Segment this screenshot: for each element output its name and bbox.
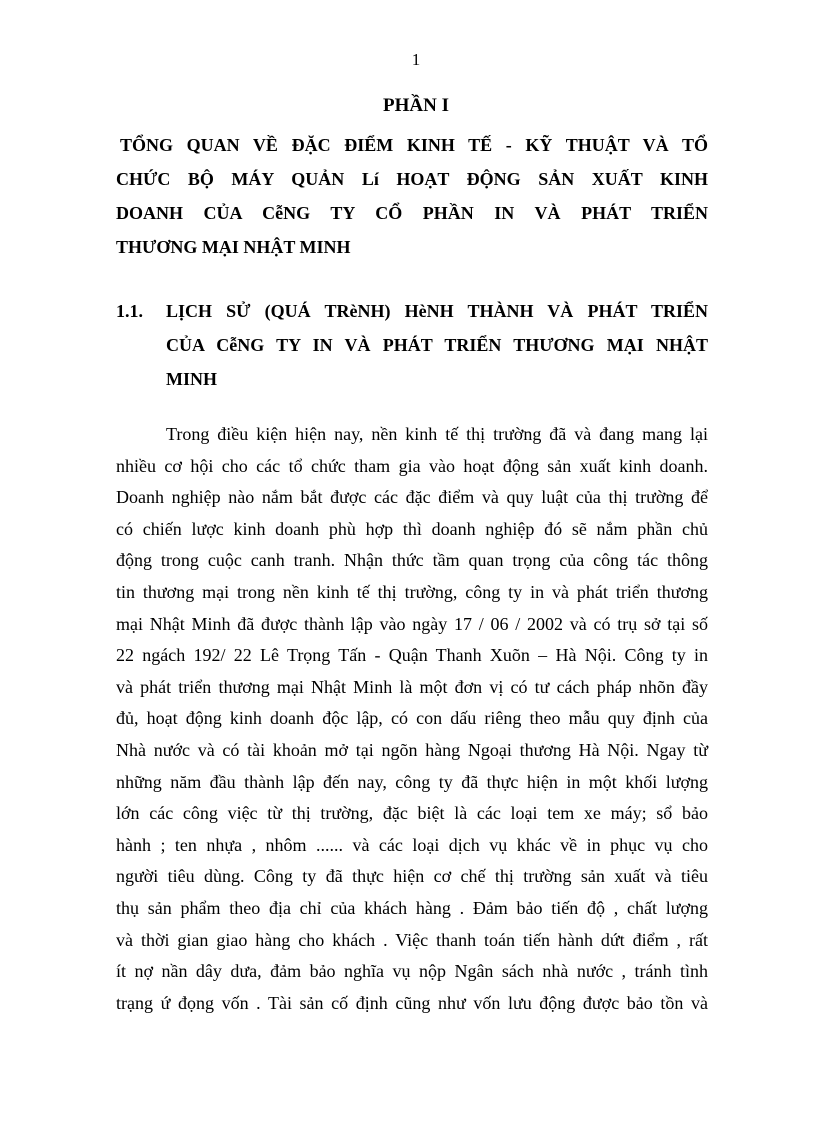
main-heading-line: TỔNG QUAN VỀ ĐẶC ĐIỂM KINH TẾ - KỸ THUẬT VÀ TỔ <box>120 135 708 155</box>
body-line: những năm đầu thành lập đến nay, công ty đã thực hiện in một khối lượng <box>116 771 708 792</box>
body-line: Trong điều kiện hiện nay, nền kinh tế thị trường đã và đang mang lại <box>166 424 708 444</box>
body-line: ít nợ nần dây dưa, đảm bảo nghĩa vụ nộp Ngân sách nhà nước , tránh tình <box>116 961 708 982</box>
main-heading-line: DOANH CỦA CễNG TY CỔ PHẦN IN VÀ PHÁT TRIỂN <box>116 203 708 223</box>
body-line: Nhà nước và có tài khoản mở tại ngõn hàng Ngoại thương Hà Nội. Ngay từ <box>116 739 708 760</box>
section-number: 1.1. <box>116 301 143 321</box>
main-heading-line: CHỨC BỘ MÁY QUẢN Lí HOẠT ĐỘNG SẢN XUẤT KINH <box>116 169 708 189</box>
section-title-line: MINH <box>166 369 217 389</box>
body-line: có chiến lược kinh doanh phù hợp thì doanh nghiệp đó sẽ nắm phần chủ <box>116 518 708 539</box>
body-paragraph <box>116 419 708 1019</box>
body-line: và phát triển thương mại Nhật Minh là một đơn vị có tư cách pháp nhõn đầy <box>116 676 708 697</box>
main-heading-line: THƯƠNG MẠI NHẬT MINH <box>116 237 351 257</box>
body-line: 22 ngách 192/ 22 Lê Trọng Tấn - Quận Thanh Xuõn – Hà Nội. Công ty in <box>116 645 708 666</box>
body-line: động trong cuộc canh tranh. Nhận thức tầm quan trọng của công tác thông <box>116 550 708 571</box>
main-heading <box>116 128 708 264</box>
body-line: Doanh nghiệp nào nắm bắt được các đặc điểm và quy luật của thị trường để <box>116 487 708 508</box>
section-title <box>166 294 708 396</box>
part-title: PHẦN I <box>383 95 449 116</box>
body-line: tin thương mại trong nền kinh tế thị trường, công ty in và phát triển thương <box>116 581 708 602</box>
section-title-line: CỦA CễNG TY IN VÀ PHÁT TRIỂN THƯƠNG MẠI NHẬT <box>166 335 708 355</box>
page-number: 1 <box>411 50 421 69</box>
body-line: thụ sản phẩm theo địa chỉ của khách hàng . Đảm bảo tiến độ , chất lượng <box>116 897 708 918</box>
body-line: người tiêu dùng. Công ty đã thực hiện cơ chế thị trường sản xuất và tiêu <box>116 866 708 887</box>
body-line: hành ; ten nhựa , nhôm ...... và các loại dịch vụ khác về in phục vụ cho <box>116 834 708 855</box>
body-line: đủ, hoạt động kinh doanh độc lập, có con dấu riêng theo mẫu quy định của <box>116 708 708 729</box>
section-title-line: LỊCH SỬ (QUÁ TRèNH) HèNH THÀNH VÀ PHÁT TRIỂN <box>166 301 708 321</box>
body-line: và thời gian giao hàng cho khách . Việc thanh toán tiến hành dứt điểm , rất <box>116 929 708 950</box>
body-line: mại Nhật Minh đã được thành lập vào ngày 17 / 06 / 2002 và có trụ sở tại số <box>116 613 708 634</box>
body-line: lớn các công việc từ thị trường, đặc biệt là các loại tem xe máy; sổ bảo <box>116 803 708 824</box>
body-line: trạng ứ đọng vốn . Tài sản cố định cũng như vốn lưu động được bảo tồn và <box>116 992 708 1013</box>
body-line: nhiều cơ hội cho các tổ chức tham gia vào hoạt động sản xuất kinh doanh. <box>116 455 708 476</box>
